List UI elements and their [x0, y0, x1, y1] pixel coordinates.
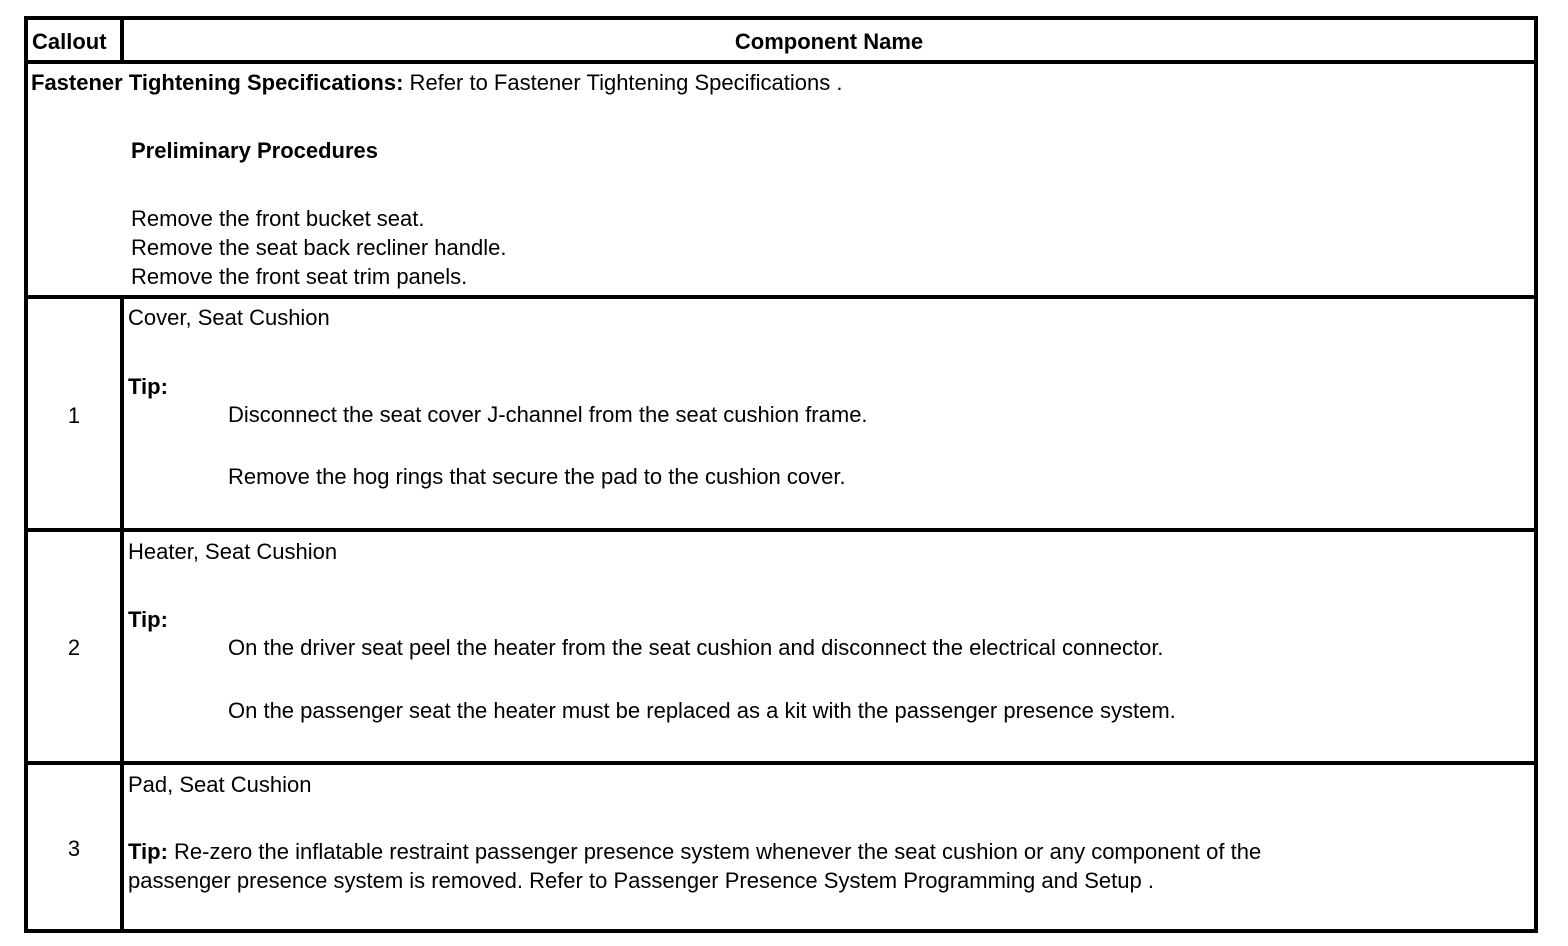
preliminary-step: Remove the front seat trim panels.: [131, 264, 468, 289]
tip-text-continued[interactable]: passenger presence system is removed. Refer to Passenger Presence System Programming and Setup .: [128, 868, 1154, 893]
tip-text: On the passenger seat the heater must be replaced as a kit with the passenger presence system.: [228, 698, 1176, 723]
row-2-divider: [28, 761, 1534, 765]
preliminary-step: Remove the front bucket seat.: [131, 206, 425, 231]
callout-number: 1: [67, 403, 81, 428]
tip-text: Remove the hog rings that secure the pad to the cushion cover.: [228, 464, 846, 489]
tip-text: On the driver seat peel the heater from the seat cushion and disconnect the electrical connector.: [228, 635, 1164, 660]
rows-column-divider: [120, 295, 124, 933]
tip-text: Disconnect the seat cover J-channel from the seat cushion frame.: [228, 402, 868, 427]
tip-line: [128, 841, 1261, 863]
preliminary-step: Remove the seat back recliner handle.: [131, 235, 507, 260]
tip-label: Tip:: [128, 839, 168, 864]
component-name-header: Component Name: [734, 29, 924, 54]
component-name: Cover, Seat Cushion: [128, 305, 330, 330]
callout-number: 3: [67, 836, 81, 861]
callout-number: 2: [67, 635, 81, 660]
components-table: [24, 16, 1538, 933]
header-divider: [28, 60, 1534, 64]
fastener-spec-line: [31, 72, 842, 94]
intro-divider: [28, 295, 1534, 299]
row-1-divider: [28, 528, 1534, 532]
component-name: Pad, Seat Cushion: [128, 772, 312, 797]
preliminary-procedures-title: Preliminary Procedures: [131, 138, 379, 163]
tip-label: Tip:: [128, 607, 168, 632]
tip-label: Tip:: [128, 374, 168, 399]
fastener-spec-label: Fastener Tightening Specifications:: [31, 70, 404, 95]
tip-text: Re-zero the inflatable restraint passenger presence system whenever the seat cushion or any component of the: [167, 839, 1262, 864]
fastener-spec-link[interactable]: Refer to Fastener Tightening Specifications .: [403, 70, 843, 95]
callout-header: Callout: [32, 29, 107, 54]
component-name: Heater, Seat Cushion: [128, 539, 338, 564]
